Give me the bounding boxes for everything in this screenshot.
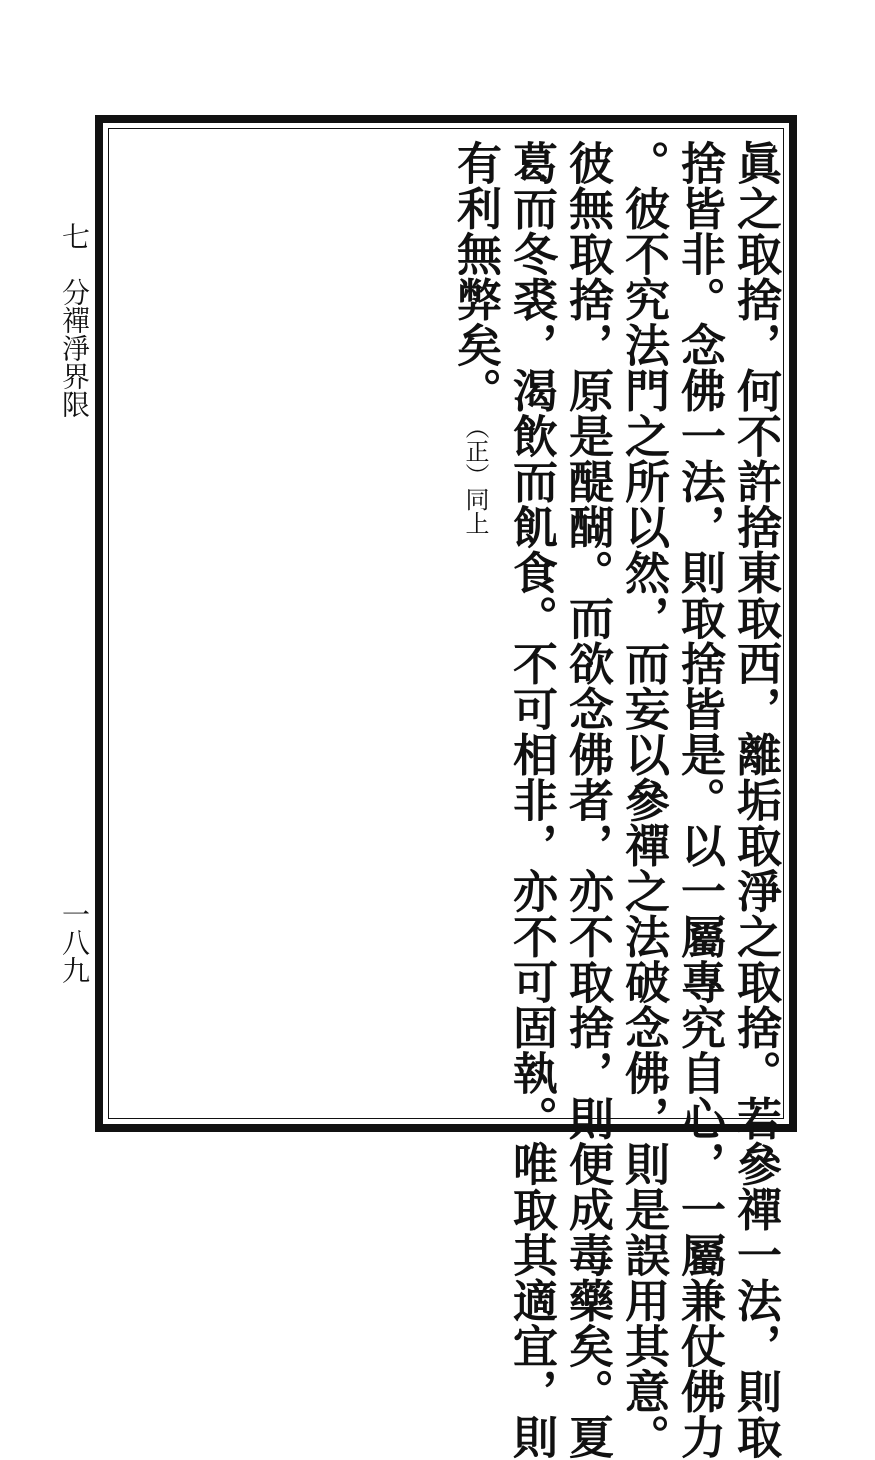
text-line-6 <box>440 140 502 535</box>
text-line-6-text: 有利無弊矣。 <box>449 140 502 413</box>
text-line-2: 捨皆非。念佛一法，則取捨皆是。以一屬專究自心，一屬兼仗佛力 <box>673 140 726 1460</box>
text-line-5: 葛而冬裘，渴飲而飢食。不可相非，亦不可固執。唯取其適宜，則 <box>505 140 558 1460</box>
text-line-1: 眞之取捨，何不許捨東取西，離垢取淨之取捨。若參禪一法，則取 <box>729 140 782 1460</box>
page-number: 一八九 <box>58 900 91 984</box>
source-note: （正）同上 <box>461 427 489 535</box>
text-line-4: 彼無取捨，原是醍醐。而欲念佛者，亦不取捨，則便成毒藥矣。夏 <box>561 140 614 1460</box>
chapter-heading: 七 分禪淨界限 <box>58 222 91 418</box>
text-line-3: 。彼不究法門之所以然，而妄以參禪之法破念佛，則是誤用其意。 <box>617 140 670 1460</box>
